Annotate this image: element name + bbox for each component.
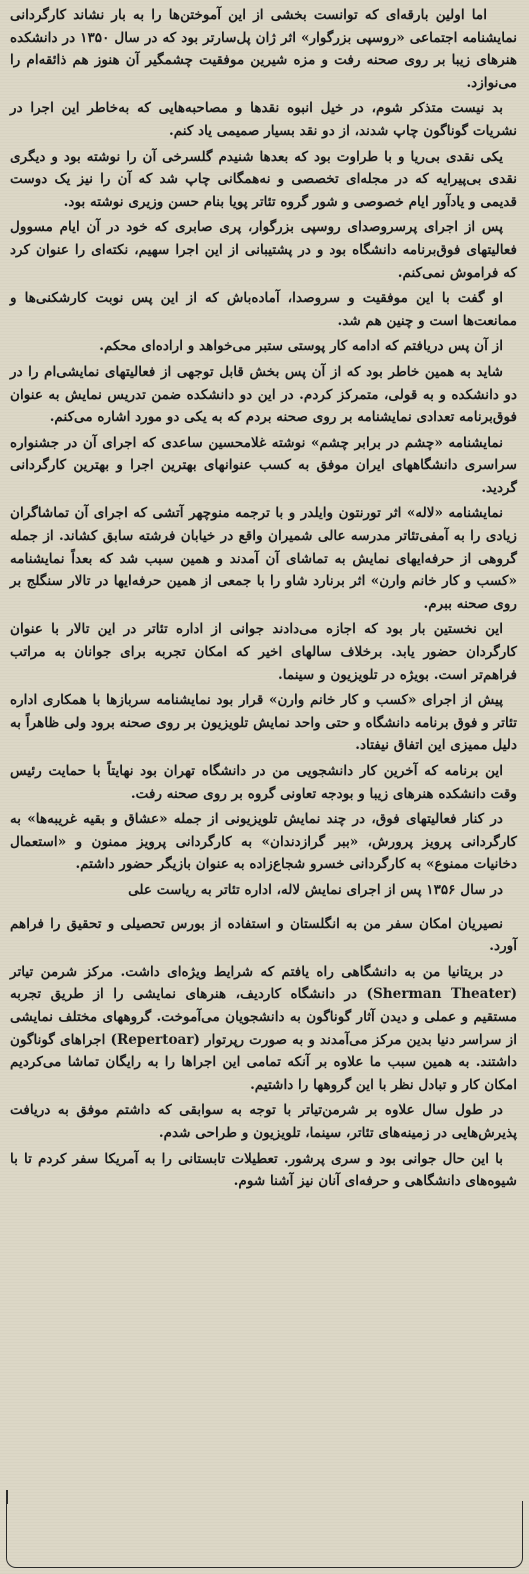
box-border-start [6, 1490, 8, 1504]
paragraph-last-student-work: این برنامه که آخرین کار دانشجویی من در دانشگاه تهران بود نهایتاً با حمایت رئیس وقت دانشکده هنرهای زیبا و بودجه تعاونی گروه بر روی صحنه رفت. [10, 763, 517, 802]
paragraph-reviews: بد نیست متذکر شوم، در خیل انبوه نقدها و مصاحبه‌هایی که به‌خاطر این اجرا در نشریات گوناگون چاپ شدند، از دو نقد بسیار صمیمی یاد کنم. [10, 100, 517, 139]
paragraph-soldiers: پیش از اجرای «کسب و کار خانم وارن» قرار بود نمایشنامه سربازها با همکاری اداره تئاتر و فوق برنامه دانشگاه و حتی واحد نمایش تلویزیون بر روی صحنه برود ولی ظاهراً به دلیل ممیزی این اتفاق نیفتاد. [10, 692, 517, 754]
paragraph-sherman-theater: در بریتانیا من به دانشگاهی راه یافتم که شرایط ویژه‌ای داشت. مرکز شرمن تیاتر (Sherman Theater) در دانشگاه کاردیف، هنرهای نمایشی را از طریق تجربه مستقیم و عملی و دیدن آثار گوناگون به دانشجویان می‌آموخت. گروههای مختلف نمایشی از سراسر دنیا بدین مرکز می‌آمدند و به صورت رپرتوار (Repertoar) اجراهای گوناگون داشتند. به همین سبب ما علاوه بر آنکه تمامی این اجراها را به رایگان تماشا می‌کردیم امکان کار و تبادل نظر با این گروهها را داشتیم. [10, 963, 517, 1093]
paragraph-scholarship: نصیریان امکان سفر من به انگلستان و استفاده از بورس تحصیلی و تحقیق را فراهم آورد. [10, 915, 517, 955]
closing-box-border [6, 1501, 523, 1568]
paragraph-first-time: این نخستین بار بود که اجازه می‌دادند جوانی از اداره تئاتر در این تالار با عنوان کارگردان حضور یابد. برخلاف سالهای اخیر که امکان تجربه برای جوانان به مراتب فراهم‌تر است. بویژه در تلویزیون و سینما. [10, 621, 517, 683]
paragraph-pari-saberi: پس از اجرای پرسروصدای روسپی بزرگوار، پری صابری که خود در آن ایام مسوول فعالیتهای فوق‌برنامه دانشگاه بود و در پشتیبانی از این اجرا سهیم، نکته‌ای را عنوان کرد که فراموش نمی‌کنم. [10, 219, 517, 281]
paragraph-eye-for-eye: نمایشنامه «چشم در برابر چشم» نوشته غلامحسین ساعدی که اجرای آن در جشنواره سراسری دانشگاههای ایران موفق به کسب عنوانهای بهترین اجرا و بهترین کارگردانی گردید. [10, 434, 517, 496]
paragraph-sartre-production: اما اولین بارقه‌ای که توانست بخشی از این آموختن‌ها را به بار نشاند کارگردانی نمایشنامه اجتماعی «روسپی بزرگوار» اثر ژان پل‌سارتر بود که در سال ۱۳۵۰ در دانشکده هنرهای زیبا بر روی صحنه رفت و مزه شیرین موفقیت چشمگیر آن هنوز هم ذائقه‌ام را می‌نوازد. [10, 7, 517, 91]
paragraph-america: با این حال جوانی بود و سری پرشور. تعطیلات تابستانی را به آمریکا سفر کردم تا با شیوه‌های دانشگاهی و حرفه‌ای آنان نیز آشنا شوم. [10, 1150, 517, 1190]
paragraph-1356: در سال ۱۳۵۶ پس از اجرای نمایش لاله، اداره تئاتر به ریاست علی [128, 881, 503, 898]
paragraph-two-faculties: شاید به همین خاطر بود که از آن پس بخش قابل توجهی از فعالیتهای نمایشی‌ام را در دو دانشکده و به قولی، متمرکز کردم. در این دو دانشکده ضمن تدریس نمایش به عنوان فوق‌برنامه تعدادی نمایشنامه بر روی صحنه بردم که به یکی دو مورد اشاره می‌کنم. [10, 363, 517, 426]
paragraph-two-critiques: یکی نقدی بی‌ریا و با طراوت بود که بعدها شنیدم گلسرخی آن را نوشته بود و دیگری نقدی بی‌پیرایه که در مجله‌ای تخصصی و نه‌همگانی چاپ شد که آن را نیز یک دوست قدیمی و یادآور ایام خصوصی و شور گروه تئاتر پویا بنام حسن وزیری نوشته بود. [10, 148, 517, 210]
paragraph-thick-skin: از آن پس دریافتم که ادامه کار پوستی ستبر می‌خواهد و اراده‌ای محکم. [99, 338, 503, 355]
paragraph-obstructions: او گفت با این موفقیت و سروصدا، آماده‌باش که از این پس نوبت کارشکنی‌ها و ممانعت‌ها است و چنین هم شد. [10, 290, 517, 329]
paragraph-admissions: در طول سال علاوه بر شرمن‌تیاتر با توجه به سوابقی که داشتم موفق به دریافت پذیرش‌هایی در زمینه‌های تئاتر، سینما، تلویزیون و طراحی شدم. [10, 1102, 517, 1141]
column-gap [10, 905, 517, 913]
paragraph-tv-roles: در کنار فعالیتهای فوق، در چند نمایش تلویزیونی از جمله «عشاق و بقیه غریبه‌ها» به کارگردانی پرویز پرورش، «ببر گرازدندان» به کارگردانی پرویز ممنون و «استعمال دخانیات ممنوع» به کارگردانی خسرو شجاع‌زاده به عنوان بازیگر حضور داشتم. [10, 811, 517, 873]
paragraph-laleh: نمایشنامه «لاله» اثر تورنتون وایلدر و با ترجمه منوچهر آتشی که اجرای آن تماشاگران زیادی را به آمفی‌تئاتر مدرسه عالی شمیران واقع در خیابان فرشته سابق کشاند. از جمله گروهی از حرفه‌ایهای نمایش به تماشای آن آمدند و همین سبب شد که بعداً نمایشنامه «کسب و کار خانم وارن» اثر برنارد شاو را با جمعی از همین حرفه‌ایها در تالار سنگلج بر روی صحنه ببرم. [10, 505, 517, 612]
